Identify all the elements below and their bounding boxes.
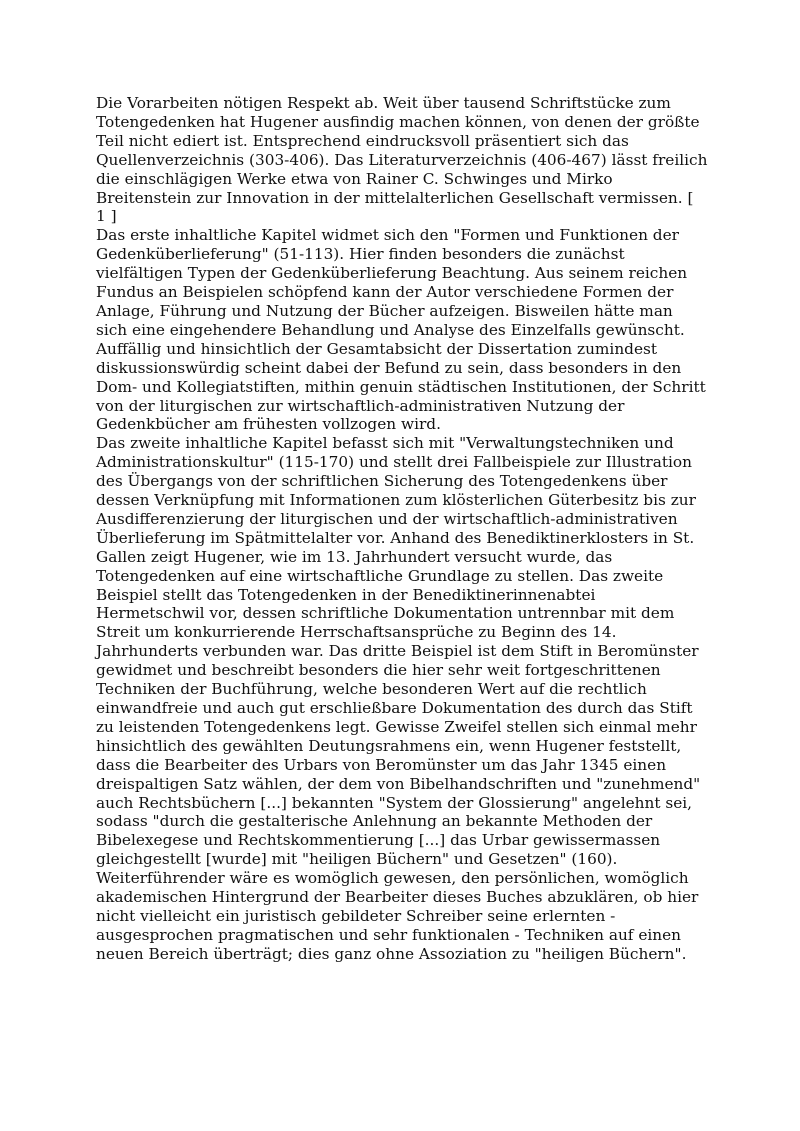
paragraph-3: Das zweite inhaltliche Kapitel befasst sich mit "Verwaltungstechniken und Administrationskultur" (115-170) und stellt drei Fallbeispiele zur Illustration des Übergangs von der schriftlichen Sicherung des Totengedenkens über dessen Verknüpfung mit Informationen zum klösterlichen Güterbesitz bis zur Ausdifferenzierung der liturgischen und der wirtschaftlich-administrativen Überlieferung im Spätmittelalter vor. Anhand des Benediktinerklosters in St. Gallen zeigt Hugener, wie im 13. Jahrhundert versucht wurde, das Totengedenken auf eine wirtschaftliche Grundlage zu stellen. Das zweite Beispiel stellt das Totengedenken in der Benediktinerinnenabtei Hermetschwil vor, dessen schriftliche Dokumentation untrennbar mit dem Streit um konkurrierende Herrschaftsansprüche zu Beginn des 14. Jahrhunderts verbunden war. Das dritte Beispiel ist dem Stift in Beromünster gewidmet und beschreibt besonders die hier sehr weit fortgeschrittenen Techniken der Buchführung, welche besonderen Wert auf die rechtlich einwandfreie und auch gut erschließbare Dokumentation des durch das Stift zu leistenden Totengedenkens legt. Gewisse Zweifel stellen sich einmal mehr hinsichtlich des gewählten Deutungsrahmens ein, wenn Hugener feststellt, dass die Bearbeiter des Urbars von Beromünster um das Jahr 1345 einen dreispaltigen Satz wählen, der dem von Bibelhandschriften und "zunehmend" auch Rechtsbüchern [...] bekannten "System der Glossierung" angelehnt sei, sodass "durch die gestalterische Anlehnung an bekannte Methoden der Bibelexegese und Rechtskommentierung [...] das Urbar gewissermassen gleichgestellt [wurde] mit "heiligen Büchern" und Gesetzen" (160). Weiterführender wäre es womöglich gewesen, den persönlichen, womöglich akademischen Hintergrund der Bearbeiter dieses Buches abzuklären, ob hier nicht vielleicht ein juristisch gebildeter Schreiber seine erlernten - ausgesprochen pragmatischen und sehr funktionalen - Techniken auf einen neuen Bereich überträgt; dies ganz ohne Assoziation zu "heiligen Büchern". (96, 434, 701, 963)
document-body (96, 94, 708, 964)
paragraph-2: Das erste inhaltliche Kapitel widmet sich den "Formen und Funktionen der Gedenküberlieferung" (51-113). Hier finden besonders die zunächst vielfältigen Typen der Gedenküberlieferung Beachtung. Aus seinem reichen Fundus an Beispielen schöpfend kann der Autor verschiedene Formen der Anlage, Führung und Nutzung der Bücher aufzeigen. Bisweilen hätte man sich eine eingehendere Behandlung und Analyse des Einzelfalls gewünscht. Auffällig und hinsichtlich der Gesamtabsicht der Dissertation zumindest diskussionswürdig scheint dabei der Befund zu sein, dass besonders in den Dom- und Kollegiatstiften, mithin genuin städtischen Institutionen, der Schritt von der liturgischen zur wirtschaftlich-administrativen Nutzung der Gedenkbücher am frühesten vollzogen wird. (96, 226, 706, 434)
footnote-link[interactable]: [ 1 ] (96, 188, 694, 226)
paragraph-1-text: Die Vorarbeiten nötigen Respekt ab. Weit über tausend Schriftstücke zum Totengedenken hat Hugener ausfindig machen können, von denen der größte Teil nicht ediert ist. Entsprechend eindrucksvoll präsentiert sich das Quellenverzeichnis (303-406). Das Literaturverzeichnis (406-467) lässt freilich die einschlägigen Werke etwa von Rainer C. Schwinges und Mirko Breitenstein zur Innovation in der mittelalterlichen Gesellschaft vermissen. (96, 94, 708, 207)
paragraph-1 (96, 94, 708, 226)
